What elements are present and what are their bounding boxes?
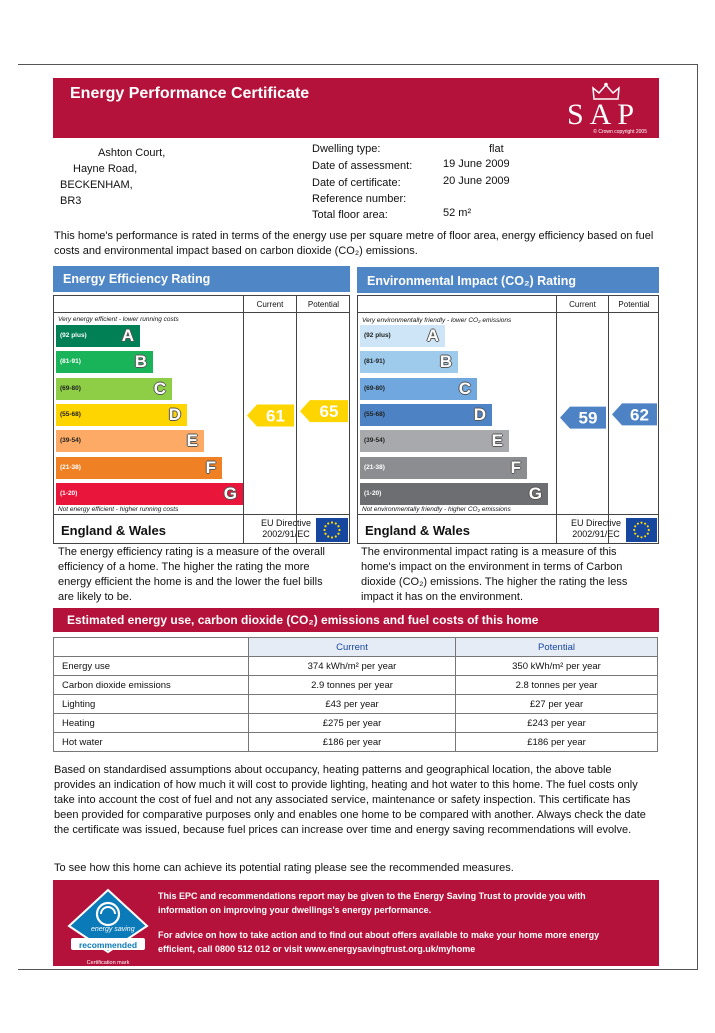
bottom-note: Not energy efficient - higher running costs bbox=[58, 506, 179, 513]
band-letter: B bbox=[134, 352, 147, 372]
environmental-potential-value: 62 bbox=[630, 405, 649, 425]
footer-paragraph-1: This EPC and recommendations report may be given to the Energy Saving Trust to provide you with information on improving your dwellings's energy performance. bbox=[158, 891, 586, 915]
potential-column-header: Potential bbox=[618, 300, 650, 309]
dwelling-type-value: flat bbox=[489, 143, 504, 155]
assessment-date-label: Date of assessment: bbox=[312, 160, 413, 172]
row-current-value: 2.9 tonnes per year bbox=[249, 676, 456, 695]
badge-energy-saving-text: energy saving bbox=[91, 926, 135, 933]
row-potential-value: £186 per year bbox=[456, 733, 658, 752]
environmental-panel bbox=[357, 267, 659, 544]
row-current-value: £43 per year bbox=[249, 695, 456, 714]
band-range-label: (69-80) bbox=[60, 384, 81, 392]
intro-paragraph: This home's performance is rated in terms of the energy use per square metre of floor area, energy efficiency based on fuel costs and environmental impact based on carbon dioxide (CO₂) emissions. bbox=[54, 230, 654, 257]
efficiency-panel bbox=[53, 266, 350, 544]
band-letter: F bbox=[205, 457, 216, 477]
badge-recommended-text: recommended bbox=[78, 940, 138, 950]
band-letter: E bbox=[186, 431, 198, 451]
environmental-title: Environmental Impact (CO₂) Rating bbox=[357, 267, 659, 293]
band-range-label: (55-68) bbox=[364, 410, 385, 418]
band-range-label: (81-91) bbox=[60, 358, 81, 366]
address-line: BECKENHAM, bbox=[60, 179, 133, 191]
current-column-header: Current bbox=[256, 300, 284, 309]
eu-directive-code: 2002/91/EC bbox=[262, 529, 310, 539]
region-label: England & Wales bbox=[365, 523, 470, 538]
efficiency-chart-box bbox=[53, 295, 350, 544]
page-title: Energy Performance Certificate bbox=[70, 85, 310, 102]
band-range-label: (21-38) bbox=[364, 463, 385, 471]
estimated-table bbox=[53, 637, 658, 752]
assumptions-paragraph: Based on standardised assumptions about occupancy, heating patterns and geographical location, the above table provides an indication of how much it will cost to provide lighting, heating and hot water to this home. The fuel costs only take into account the cost of fuel and not any associated service, maintenance or safety inspection. This certificate has been provided for comparative purposes only and enables one home to be compared with another. Always check the date the certificate was issued, because fuel prices can increase over time and energy saving recommendations will evolve. bbox=[54, 764, 646, 836]
recommend-paragraph: To see how this home can achieve its potential rating please see the recommended measures. bbox=[54, 862, 514, 874]
label-column-header bbox=[54, 638, 249, 657]
band-range-label: (69-80) bbox=[364, 384, 385, 392]
row-current-value: 374 kWh/m² per year bbox=[249, 657, 456, 676]
table-row bbox=[54, 657, 658, 676]
certification-mark-text: Certification mark bbox=[86, 960, 130, 966]
page-right-rule bbox=[697, 64, 698, 970]
certificate-date-label: Date of certificate: bbox=[312, 177, 401, 189]
row-potential-value: £27 per year bbox=[456, 695, 658, 714]
dwelling-type-label: Dwelling type: bbox=[312, 143, 381, 155]
row-potential-value: £243 per year bbox=[456, 714, 658, 733]
top-note: Very environmentally friendly - lower CO₂ emissions bbox=[362, 317, 512, 324]
sap-copyright: © Crown copyright 2005 bbox=[593, 129, 647, 135]
address-block bbox=[60, 145, 290, 209]
row-label: Carbon dioxide emissions bbox=[54, 676, 249, 695]
row-current-value: £275 per year bbox=[249, 714, 456, 733]
table-header-row bbox=[54, 638, 658, 657]
efficiency-arrows bbox=[54, 296, 351, 545]
band-letter: G bbox=[528, 483, 542, 503]
eu-directive-label: EU Directive bbox=[570, 518, 621, 528]
reference-label: Reference number: bbox=[312, 193, 407, 205]
header-bar bbox=[53, 78, 659, 138]
band-letter: C bbox=[458, 378, 471, 398]
band-letter: B bbox=[439, 352, 452, 372]
current-column-header: Current bbox=[249, 638, 456, 657]
row-current-value: £186 per year bbox=[249, 733, 456, 752]
band-range-label: (92 plus) bbox=[364, 332, 391, 339]
band-range-label: (39-54) bbox=[364, 437, 385, 445]
row-potential-value: 350 kWh/m² per year bbox=[456, 657, 658, 676]
energy-saving-badge bbox=[61, 886, 155, 966]
environmental-arrows bbox=[358, 296, 660, 545]
estimated-table-wrap bbox=[53, 637, 658, 752]
band-letter: A bbox=[121, 326, 134, 345]
row-label: Heating bbox=[54, 714, 249, 733]
footer-paragraph-2: For advice on how to take action and to find out about offers available to make your home more energy efficient, call 0800 512 012 or visit www.energysavingtrust.org.uk/myhome bbox=[158, 930, 600, 954]
band-range-label: (1-20) bbox=[364, 489, 382, 497]
row-label: Energy use bbox=[54, 657, 249, 676]
band-letter: G bbox=[223, 483, 237, 503]
footer-bar bbox=[53, 880, 659, 966]
table-row bbox=[54, 676, 658, 695]
address-line: BR3 bbox=[60, 195, 82, 207]
table-row bbox=[54, 733, 658, 752]
address-line: Hayne Road, bbox=[73, 163, 138, 175]
band-range-label: (92 plus) bbox=[60, 332, 87, 339]
estimated-title-bar bbox=[53, 608, 659, 632]
potential-column-header: Potential bbox=[307, 300, 340, 309]
row-label: Lighting bbox=[54, 695, 249, 714]
band-letter: F bbox=[510, 457, 521, 477]
eu-directive-label: EU Directive bbox=[260, 518, 311, 528]
band-range-label: (81-91) bbox=[364, 358, 385, 366]
band-letter: D bbox=[168, 404, 181, 424]
band-letter: E bbox=[491, 431, 503, 451]
band-letter: C bbox=[153, 378, 166, 398]
top-note: Very energy efficient - lower running costs bbox=[58, 316, 179, 323]
sap-logo bbox=[563, 82, 651, 136]
bottom-note: Not environmentally friendly - higher CO₂ emissions bbox=[362, 506, 511, 513]
certificate-date-value: 20 June 2009 bbox=[443, 175, 510, 187]
environmental-chart-box bbox=[357, 295, 659, 544]
efficiency-description: The energy efficiency rating is a measure of the overall efficiency of a home. The higher the rating the more energy efficient the home is and the lower the fuel bills are likely to be. bbox=[58, 546, 325, 603]
region-label: England & Wales bbox=[61, 523, 166, 538]
band-range-label: (39-54) bbox=[60, 437, 81, 445]
floor-area-label: Total floor area: bbox=[312, 209, 388, 221]
row-potential-value: 2.8 tonnes per year bbox=[456, 676, 658, 695]
band-letter: A bbox=[426, 326, 439, 345]
estimated-table-body bbox=[54, 657, 658, 752]
efficiency-potential-value: 65 bbox=[319, 402, 339, 422]
page-top-rule bbox=[18, 64, 698, 65]
band-range-label: (1-20) bbox=[60, 489, 78, 497]
efficiency-title: Energy Efficiency Rating bbox=[53, 266, 350, 292]
assessment-date-value: 19 June 2009 bbox=[443, 158, 510, 170]
row-label: Hot water bbox=[54, 733, 249, 752]
sap-letters: SAP bbox=[567, 98, 641, 131]
table-row bbox=[54, 695, 658, 714]
floor-area-value: 52 m² bbox=[443, 207, 472, 219]
environmental-current-value: 59 bbox=[578, 408, 598, 428]
estimated-title: Estimated energy use, carbon dioxide (CO₂) emissions and fuel costs of this home bbox=[67, 613, 539, 627]
page-bottom-rule bbox=[18, 969, 698, 970]
band-range-label: (21-38) bbox=[60, 463, 81, 471]
current-column-header: Current bbox=[569, 300, 596, 309]
table-row bbox=[54, 714, 658, 733]
environmental-description: The environmental impact rating is a measure of this home's impact on the environment in terms of Carbon dioxide (CO₂) emissions. The higher the rating the less impact it has on the environment. bbox=[361, 546, 628, 603]
band-range-label: (55-68) bbox=[60, 410, 81, 418]
address-line: Ashton Court, bbox=[98, 147, 166, 159]
efficiency-current-value: 61 bbox=[266, 406, 285, 426]
band-letter: D bbox=[473, 404, 486, 424]
eu-directive-code: 2002/91/EC bbox=[572, 529, 620, 539]
potential-column-header: Potential bbox=[456, 638, 658, 657]
